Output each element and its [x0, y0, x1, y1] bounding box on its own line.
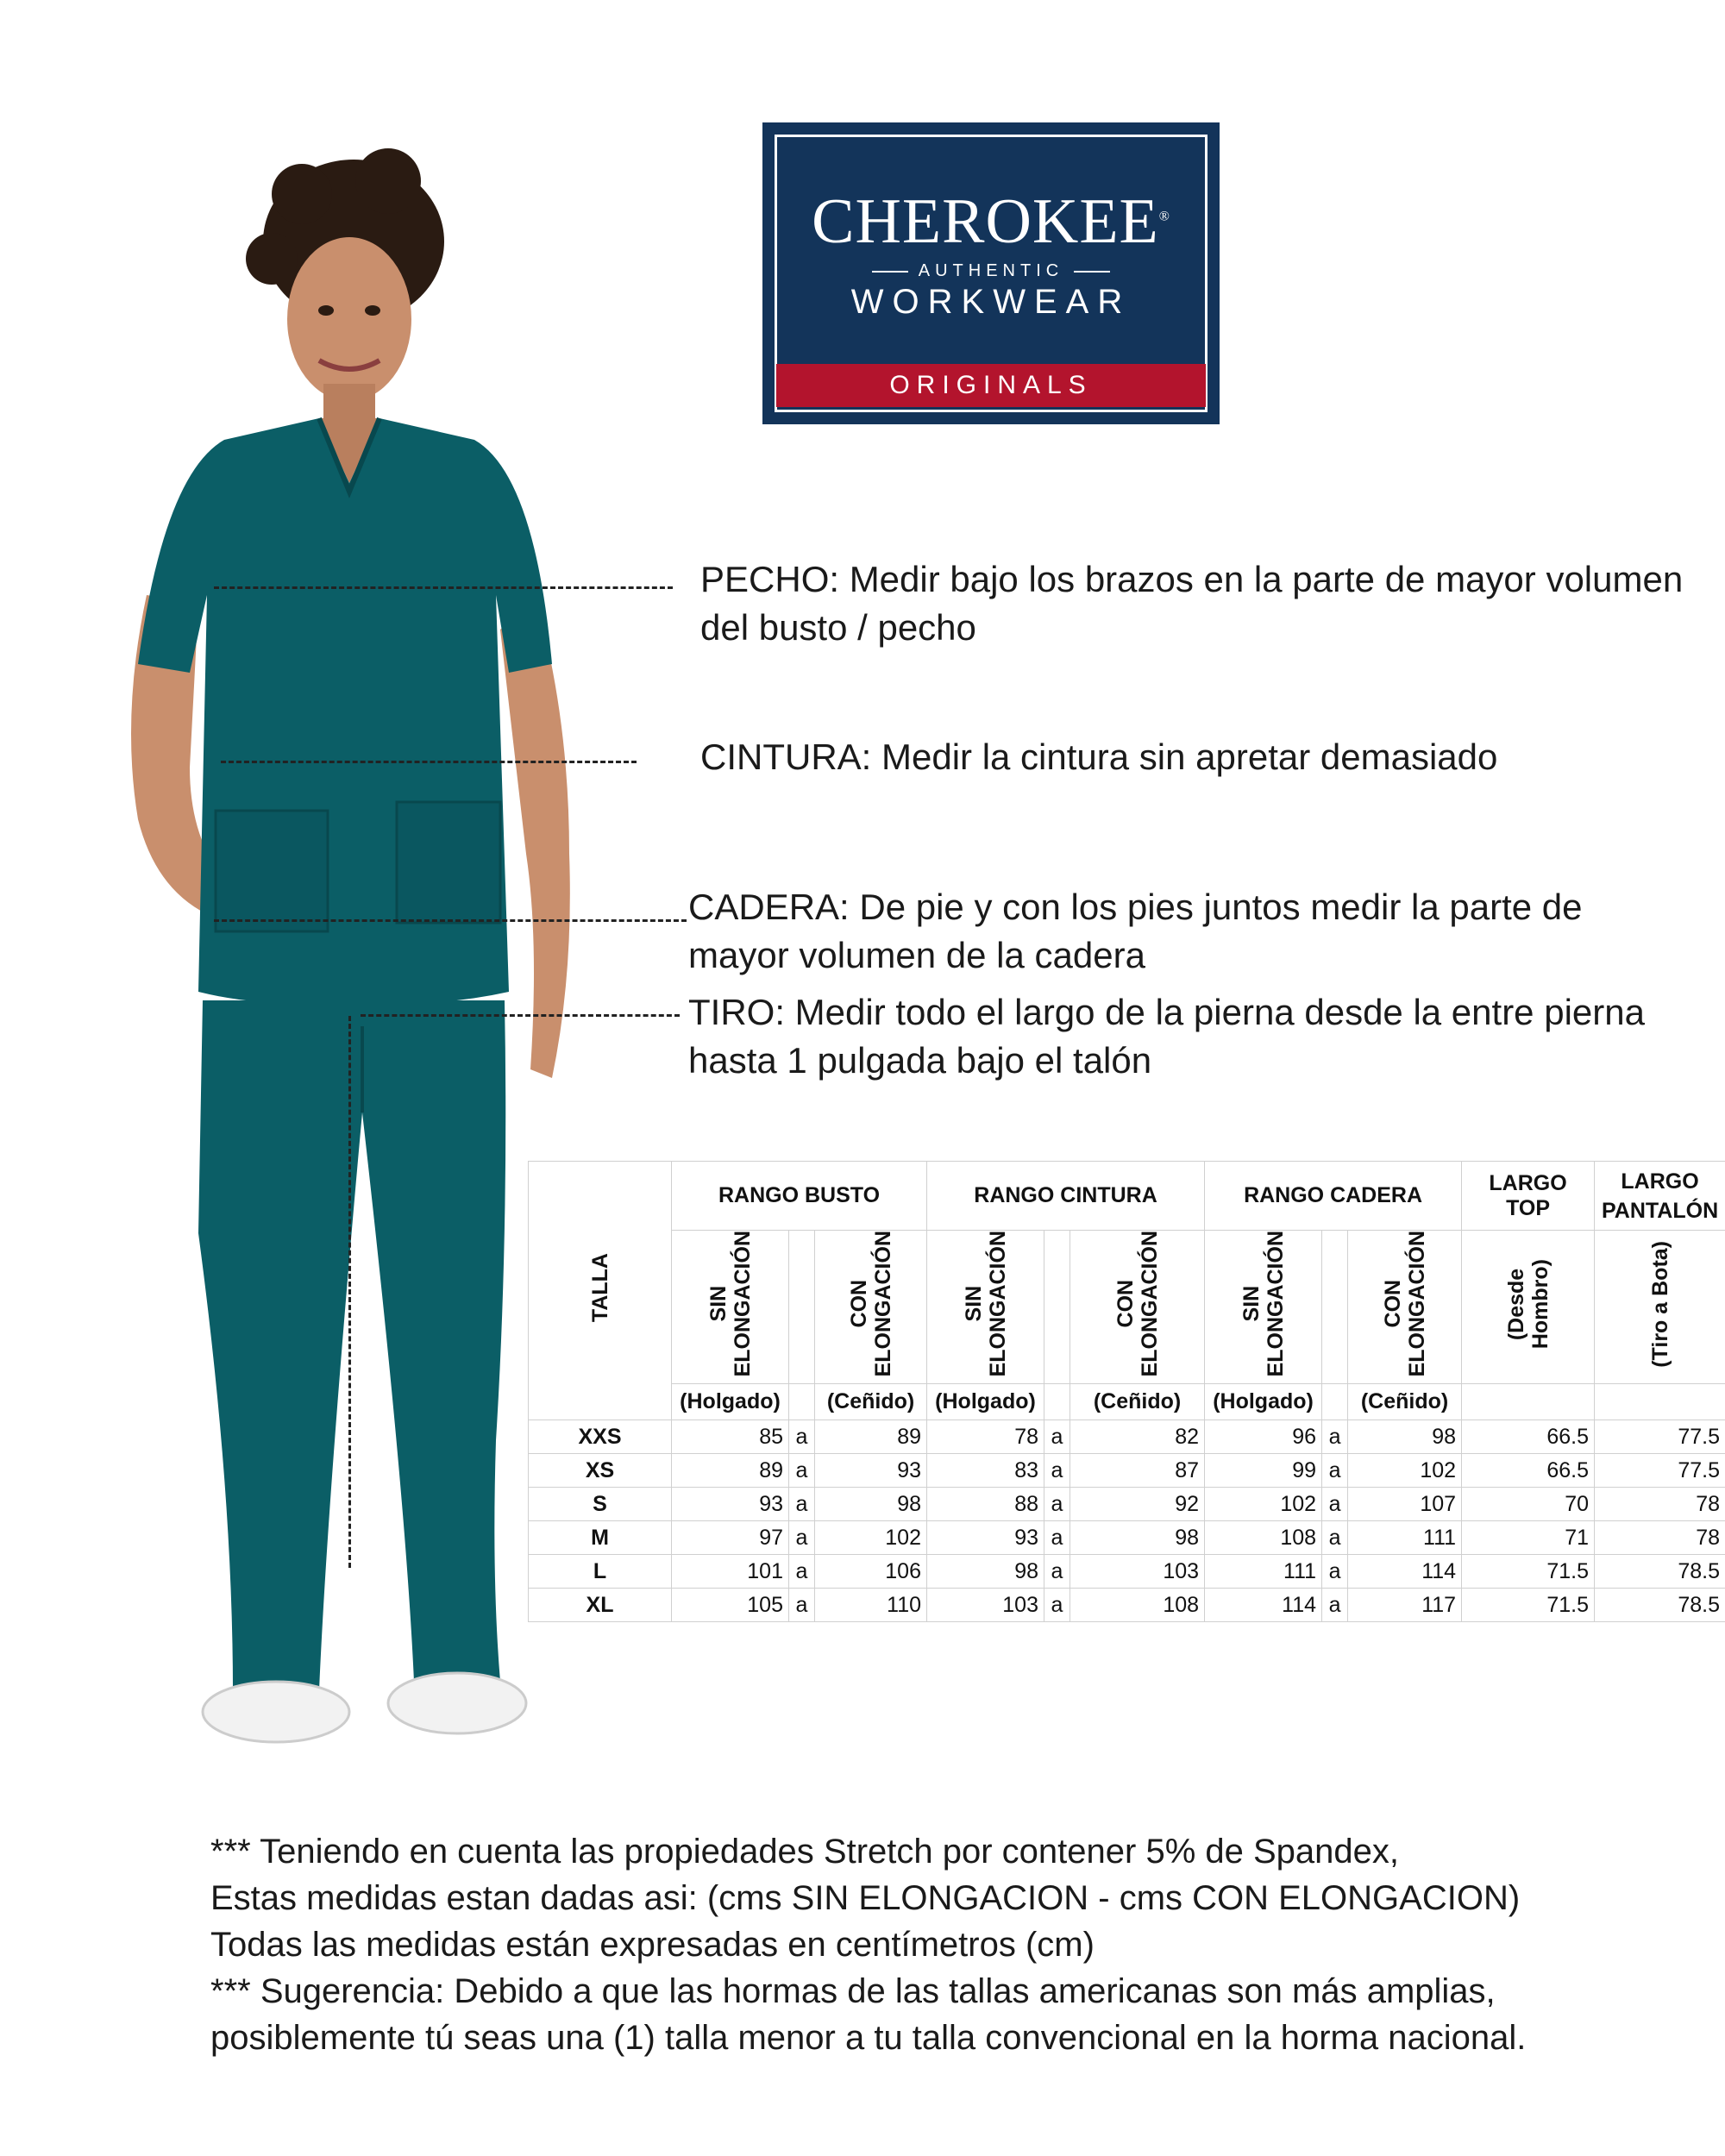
- header-largo-top: LARGO TOP: [1462, 1162, 1595, 1231]
- header-largo-pantalon: LARGO PANTALÓN: [1595, 1162, 1725, 1231]
- footnotes: [210, 1828, 1677, 2061]
- header-cadera-con-text: CON ELONGACIÓN: [1380, 1231, 1429, 1377]
- cintura-line-1: CINTURA: Medir la cintura sin apretar demasiado: [700, 736, 1498, 777]
- cell-size: L: [529, 1555, 672, 1589]
- header-cadera-gap: [1322, 1231, 1348, 1384]
- cell-largo-pantalon: 78.5: [1595, 1589, 1725, 1622]
- model-face: [287, 237, 411, 401]
- note-busto-cenido: (Ceñido): [815, 1384, 927, 1420]
- header-busto-con-text: CON ELONGACIÓN: [846, 1231, 895, 1377]
- cintura-guide-line: [221, 761, 637, 763]
- header-cadera-sin-text: SIN ELONGACIÓN: [1239, 1231, 1288, 1377]
- table-row: [529, 1488, 1725, 1521]
- cell-cintura-max: 82: [1070, 1420, 1205, 1454]
- cell-a: a: [1044, 1521, 1070, 1555]
- logo-authentic: AUTHENTIC: [762, 262, 1220, 279]
- cell-a: a: [789, 1521, 815, 1555]
- tiro-line-1: TIRO: Medir todo el largo de la pierna desde la entre pierna: [688, 992, 1645, 1032]
- table-row: [529, 1589, 1725, 1622]
- cell-cintura-min: 98: [927, 1555, 1044, 1589]
- tiro-guide-line: [361, 1014, 680, 1017]
- cell-largo-pantalon: 78: [1595, 1521, 1725, 1555]
- cell-a: a: [1322, 1555, 1348, 1589]
- model-scrub-pants: [198, 1000, 505, 1690]
- cell-size: S: [529, 1488, 672, 1521]
- header-cintura-con: [1070, 1231, 1205, 1384]
- header-cintura-sin: [927, 1231, 1044, 1384]
- header-desde-hombro-text: (Desde Hombro): [1503, 1258, 1552, 1350]
- footnote-stretch: *** Teniendo en cuenta las propiedades Stretch por contener 5% de Spandex,: [210, 1833, 1400, 1871]
- note-busto-holgado: (Holgado): [672, 1384, 789, 1420]
- cell-size: M: [529, 1521, 672, 1555]
- cell-a: a: [1322, 1589, 1348, 1622]
- header-rango-busto: RANGO BUSTO: [672, 1162, 927, 1231]
- header-group-row: [529, 1162, 1725, 1231]
- model-left-shoe: [203, 1682, 349, 1742]
- cell-cadera-max: 114: [1348, 1555, 1462, 1589]
- cintura-text: [700, 733, 1497, 781]
- footnote-units: Todas las medidas están expresadas en centímetros (cm): [210, 1926, 1095, 1964]
- cell-cadera-max: 107: [1348, 1488, 1462, 1521]
- cell-largo-pantalon: 78: [1595, 1488, 1725, 1521]
- cell-a: a: [1044, 1488, 1070, 1521]
- header-cadera-sin: [1205, 1231, 1322, 1384]
- cell-a: a: [1322, 1420, 1348, 1454]
- cell-largo-top: 66.5: [1462, 1420, 1595, 1454]
- cell-size: XL: [529, 1589, 672, 1622]
- cell-a: a: [789, 1488, 815, 1521]
- cell-cintura-max: 98: [1070, 1521, 1205, 1555]
- note-cadera-cenido: (Ceñido): [1348, 1384, 1462, 1420]
- footnote-sugerencia: *** Sugerencia: Debido a que las hormas de las tallas americanas son más amplias,: [210, 1972, 1496, 2010]
- cadera-line-2: mayor volumen de la cadera: [688, 935, 1145, 975]
- table-row: [529, 1420, 1725, 1454]
- cell-largo-top: 70: [1462, 1488, 1595, 1521]
- cell-largo-top: 71: [1462, 1521, 1595, 1555]
- header-talla: [529, 1162, 672, 1420]
- cell-busto-max: 89: [815, 1420, 927, 1454]
- cell-busto-min: 97: [672, 1521, 789, 1555]
- cell-busto-max: 106: [815, 1555, 927, 1589]
- model-illustration: [104, 112, 586, 1751]
- table-row: [529, 1521, 1725, 1555]
- cell-size: XXS: [529, 1420, 672, 1454]
- logo-brand: [762, 186, 1220, 257]
- header-cadera-con: [1348, 1231, 1462, 1384]
- model-right-shoe: [388, 1673, 526, 1733]
- cadera-text: [688, 883, 1583, 980]
- cell-busto-max: 98: [815, 1488, 927, 1521]
- cell-cintura-max: 103: [1070, 1555, 1205, 1589]
- cell-cadera-max: 98: [1348, 1420, 1462, 1454]
- header-busto-sin: [672, 1231, 789, 1384]
- header-busto-con: [815, 1231, 927, 1384]
- cell-cintura-min: 93: [927, 1521, 1044, 1555]
- cell-size: XS: [529, 1454, 672, 1488]
- note-cintura-holgado: (Holgado): [927, 1384, 1044, 1420]
- header-rango-cadera: RANGO CADERA: [1205, 1162, 1462, 1231]
- cell-cadera-min: 108: [1205, 1521, 1322, 1555]
- pecho-line-1: PECHO: Medir bajo los brazos en la parte de mayor volumen: [700, 559, 1684, 599]
- note-cintura-cenido: (Ceñido): [1070, 1384, 1205, 1420]
- cell-a: a: [1322, 1521, 1348, 1555]
- pecho-text: [700, 555, 1683, 652]
- pecho-guide-line: [214, 586, 673, 589]
- cell-a: a: [789, 1454, 815, 1488]
- cell-a: a: [789, 1420, 815, 1454]
- cell-cintura-min: 78: [927, 1420, 1044, 1454]
- logo-workwear: WORKWEAR: [850, 283, 1132, 321]
- cell-busto-min: 85: [672, 1420, 789, 1454]
- cell-cadera-max: 111: [1348, 1521, 1462, 1555]
- header-cintura-gap: [1044, 1231, 1070, 1384]
- footnote-talla-menor: posiblemente tú seas una (1) talla menor a tu talla convencional en la horma nacional.: [210, 2019, 1527, 2057]
- header-desde-hombro: [1462, 1231, 1595, 1384]
- cell-a: a: [789, 1555, 815, 1589]
- cell-cintura-max: 87: [1070, 1454, 1205, 1488]
- logo-registered-mark: ®: [1158, 209, 1170, 224]
- cell-largo-pantalon: 77.5: [1595, 1454, 1725, 1488]
- cell-cintura-max: 92: [1070, 1488, 1205, 1521]
- header-note-row: [529, 1384, 1725, 1420]
- cell-cintura-min: 88: [927, 1488, 1044, 1521]
- cell-cadera-max: 117: [1348, 1589, 1462, 1622]
- cell-a: a: [1044, 1555, 1070, 1589]
- tiro-text: [688, 988, 1645, 1085]
- cell-busto-min: 93: [672, 1488, 789, 1521]
- cell-busto-max: 110: [815, 1589, 927, 1622]
- note-cadera-gap: [1322, 1384, 1348, 1420]
- cell-cintura-max: 108: [1070, 1589, 1205, 1622]
- cell-a: a: [1044, 1454, 1070, 1488]
- note-cadera-holgado: (Holgado): [1205, 1384, 1322, 1420]
- cadera-guide-line: [214, 919, 687, 922]
- header-busto-sin-text: SIN ELONGACIÓN: [706, 1231, 755, 1377]
- cell-largo-top: 66.5: [1462, 1454, 1595, 1488]
- header-rango-cintura: RANGO CINTURA: [927, 1162, 1205, 1231]
- cell-largo-pantalon: 77.5: [1595, 1420, 1725, 1454]
- footnote-elongacion: Estas medidas estan dadas asi: (cms SIN ELONGACION - cms CON ELONGACION): [210, 1879, 1521, 1917]
- table-row: [529, 1555, 1725, 1589]
- cell-busto-min: 101: [672, 1555, 789, 1589]
- cell-cadera-min: 102: [1205, 1488, 1322, 1521]
- cell-a: a: [789, 1589, 815, 1622]
- cell-largo-top: 71.5: [1462, 1555, 1595, 1589]
- tiro-guide-vertical: [348, 1016, 351, 1568]
- cell-busto-max: 93: [815, 1454, 927, 1488]
- cell-largo-top: 71.5: [1462, 1589, 1595, 1622]
- cell-cadera-min: 99: [1205, 1454, 1322, 1488]
- cell-cadera-min: 111: [1205, 1555, 1322, 1589]
- header-cintura-con-text: CON ELONGACIÓN: [1113, 1231, 1162, 1377]
- cell-a: a: [1322, 1488, 1348, 1521]
- header-talla-text: TALLA: [587, 1252, 612, 1323]
- header-tiro-bota-text: (Tiro a Bota): [1647, 1240, 1672, 1368]
- cell-largo-pantalon: 78.5: [1595, 1555, 1725, 1589]
- tiro-line-2: hasta 1 pulgada bajo el talón: [688, 1040, 1152, 1081]
- cell-a: a: [1322, 1454, 1348, 1488]
- cherokee-logo: [762, 122, 1220, 424]
- header-cintura-sin-text: SIN ELONGACIÓN: [961, 1231, 1010, 1377]
- header-sub-row: [529, 1231, 1725, 1384]
- cell-cadera-min: 96: [1205, 1420, 1322, 1454]
- note-top-empty: [1462, 1384, 1595, 1420]
- header-busto-gap: [789, 1231, 815, 1384]
- cell-cintura-min: 83: [927, 1454, 1044, 1488]
- note-pantalon-empty: [1595, 1384, 1725, 1420]
- cell-cintura-min: 103: [927, 1589, 1044, 1622]
- cell-cadera-min: 114: [1205, 1589, 1322, 1622]
- cell-a: a: [1044, 1420, 1070, 1454]
- logo-originals: ORIGINALS: [889, 371, 1093, 399]
- table-row: [529, 1454, 1725, 1488]
- cell-busto-max: 102: [815, 1521, 927, 1555]
- note-cintura-gap: [1044, 1384, 1070, 1420]
- cell-busto-min: 89: [672, 1454, 789, 1488]
- cell-a: a: [1044, 1589, 1070, 1622]
- logo-brand-text: CHEROKEE: [812, 186, 1159, 257]
- size-table: [528, 1161, 1725, 1622]
- pecho-line-2: del busto / pecho: [700, 607, 976, 648]
- cadera-line-1: CADERA: De pie y con los pies juntos medir la parte de: [688, 887, 1583, 927]
- header-tiro-bota: [1595, 1231, 1725, 1384]
- cell-busto-min: 105: [672, 1589, 789, 1622]
- note-busto-gap: [789, 1384, 815, 1420]
- cell-cadera-max: 102: [1348, 1454, 1462, 1488]
